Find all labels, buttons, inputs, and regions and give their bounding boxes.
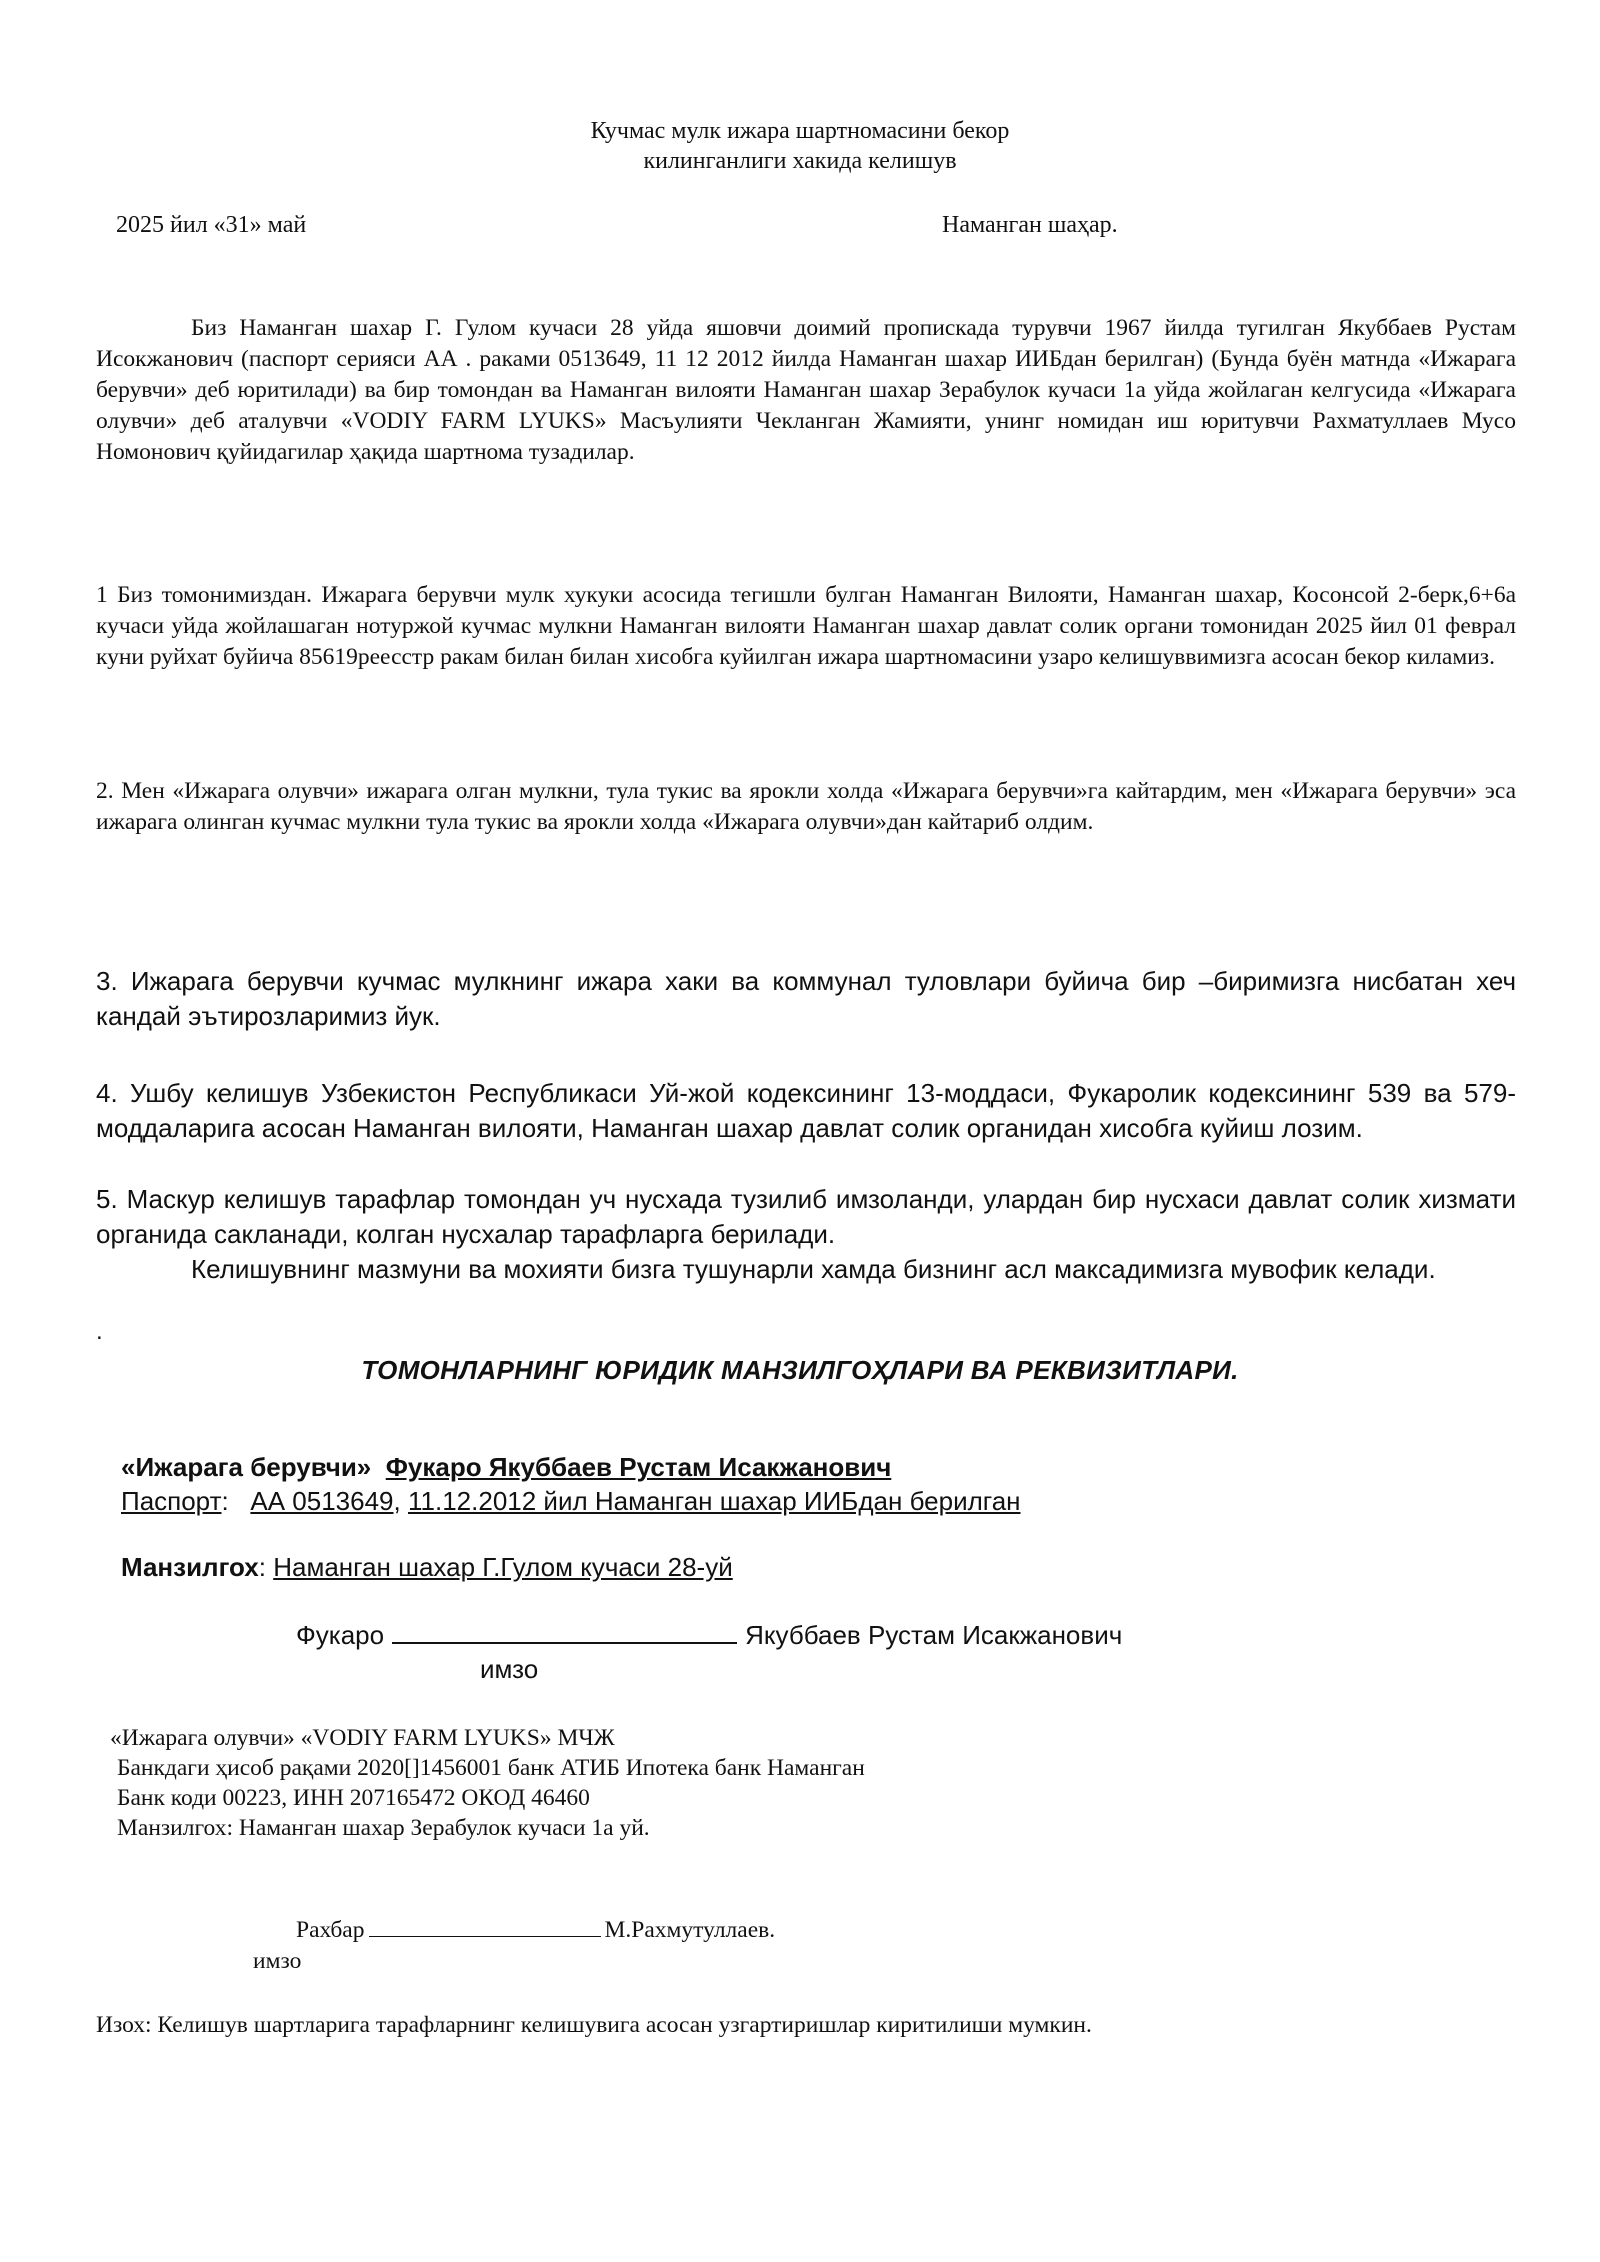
- address-value: Наманган шахар Г.Гулом кучаси 28-уй: [273, 1552, 733, 1582]
- document-date: 2025 йил «31» май: [116, 212, 307, 238]
- document-title-line1: Кучмас мулк ижара шартномасини бекор: [590, 118, 1010, 144]
- lessor-passport: [121, 1484, 1021, 1518]
- document-city: Наманган шаҳар.: [942, 212, 1118, 238]
- requisites-heading: ТОМОНЛАРНИНГ ЮРИДИК МАНЗИЛГОҲЛАРИ ВА РЕКВИЗИТЛАРИ.: [361, 1355, 1239, 1385]
- lessor-heading: [121, 1450, 891, 1484]
- clause-2: 2. Мен «Ижарага олувчи» ижарага олган мулкни, тула тукис ва ярокли холда «Ижарага берувчи»га кайтардим, мен «Ижарага берувчи» эса ижарага олинган кучмас мулкни тула тукис ва ярокли холда «Ижарага олувчи»дан кайтариб олдим.: [96, 778, 1516, 835]
- stray-dot: .: [96, 1318, 103, 1345]
- passport-colon: :: [221, 1486, 229, 1516]
- passport-comma: ,: [393, 1486, 401, 1516]
- lessee-sign-name: М.Рахмутуллаев.: [604, 1917, 776, 1943]
- lessee-sign-prefix: Рахбар: [296, 1917, 365, 1943]
- lessor-sign-prefix: Фукаро: [296, 1620, 385, 1650]
- lessor-address: [121, 1550, 733, 1584]
- intro-paragraph: [96, 313, 1516, 468]
- clause-4: 4. Ушбу келишув Узбекистон Республикаси Уй-жой кодексининг 13-моддаси, Фукаролик кодексининг 539 ва 579-моддаларига асосан Наманган вилояти, Наманган шахар давлат солик органидан хисобга куйиш лозим.: [96, 1078, 1516, 1143]
- address-colon: :: [258, 1552, 266, 1582]
- passport-issued: 11.12.2012 йил Наманган шахар ИИБдан берилган: [408, 1486, 1021, 1516]
- document-title-line2: килинганлиги хакида келишув: [643, 148, 957, 174]
- clause-1: 1 Биз томонимиздан. Ижарага берувчи мулк хукуки асосида тегишли булган Наманган Вилояти, Наманган шахар, Косонсой 2-берк,6+6а кучаси уйда жойлашаган нотуржой кучмас мулкни Наманган вилояти Наманган шахар давлат солик органи томонидан 2025 йил 01 феврал куни руйхат буйича 85619реесстр ракам билан билан хисобга куйилган ижара шартномасини узаро келишуввимизга асосан бекор киламиз.: [96, 582, 1516, 670]
- lessor-sign-caption: имзо: [480, 1654, 539, 1684]
- lessor-signature-row: [296, 1618, 1122, 1652]
- address-label: Манзилгох: [121, 1552, 259, 1582]
- lessor-role: «Ижарага берувчи»: [121, 1452, 372, 1482]
- passport-label: Паспорт: [121, 1486, 222, 1516]
- lessee-line-2: Банкдаги ҳисоб рақами 2020[]1456001 банк АТИБ Ипотека банк Наманган: [117, 1755, 865, 1781]
- lessee-signature-row: [296, 1915, 775, 1945]
- lessee-sign-caption: имзо: [253, 1948, 302, 1974]
- lessee-line-3: Банк коди 00223, ИНН 207165472 ОКОД 46460: [117, 1785, 590, 1811]
- lessor-name: Фукаро Якуббаев Рустам Исакжанович: [385, 1452, 892, 1482]
- intro-text: Биз Наманган шахар Г. Гулом кучаси 28 уйда яшовчи доимий пропискада турувчи 1967 йилда тугилган Якуббаев Рустам Исокжанович (паспорт серияси АА . раками 0513649, 11 12 2012 йилда Наманган шахар ИИБдан берилган) (Бунда буён матнда «Ижарага берувчи» деб юритилади) ва бир томондан ва Наманган вилояти Наманган шахар Зерабулок кучаси 1а уйда жойлаган келгусида «Ижарага олувчи» деб аталувчи «VODIY FARM LYUKS» Масъулияти Чекланган Жамияти, унинг номидан иш юритувчи Рахматуллаев Мусо Номонович қуйидагилар ҳақида шартнома тузадилар.: [96, 315, 1516, 465]
- clause-3: 3. Ижарага берувчи кучмас мулкнинг ижара хаки ва коммунал туловлари буйича бир –биримизга нисбатан хеч кандай эътирозларимиз йук.: [96, 966, 1516, 1031]
- lessor-sign-name: Якуббаев Рустам Исакжанович: [745, 1620, 1123, 1650]
- clause-6-text: Келишувнинг мазмуни ва мохияти бизга тушунарли хамда бизнинг асл максадимизга мувофик келади.: [191, 1254, 1436, 1284]
- lessee-line-1: «Ижарага олувчи» «VODIY FARM LYUKS» МЧЖ: [110, 1725, 615, 1751]
- lessee-signature-line[interactable]: [369, 1918, 601, 1937]
- lessor-signature-line[interactable]: [392, 1620, 737, 1644]
- clause-5: 5. Маскур келишув тарафлар томондан уч нусхада тузилиб имзоланди, улардан бир нусхаси давлат солик хизмати органида сакланади, колган нусхалар тарафларга берилади.: [96, 1184, 1516, 1249]
- passport-number: АА 0513649: [250, 1486, 394, 1516]
- note-text: Изох: Келишув шартларига тарафларнинг келишувига асосан узгартиришлар киритилиши мумкин.: [96, 2012, 1092, 2038]
- lessee-line-4: Манзилгох: Наманган шахар Зерабулок кучаси 1а уй.: [117, 1815, 650, 1841]
- clause-6: [96, 1252, 1516, 1287]
